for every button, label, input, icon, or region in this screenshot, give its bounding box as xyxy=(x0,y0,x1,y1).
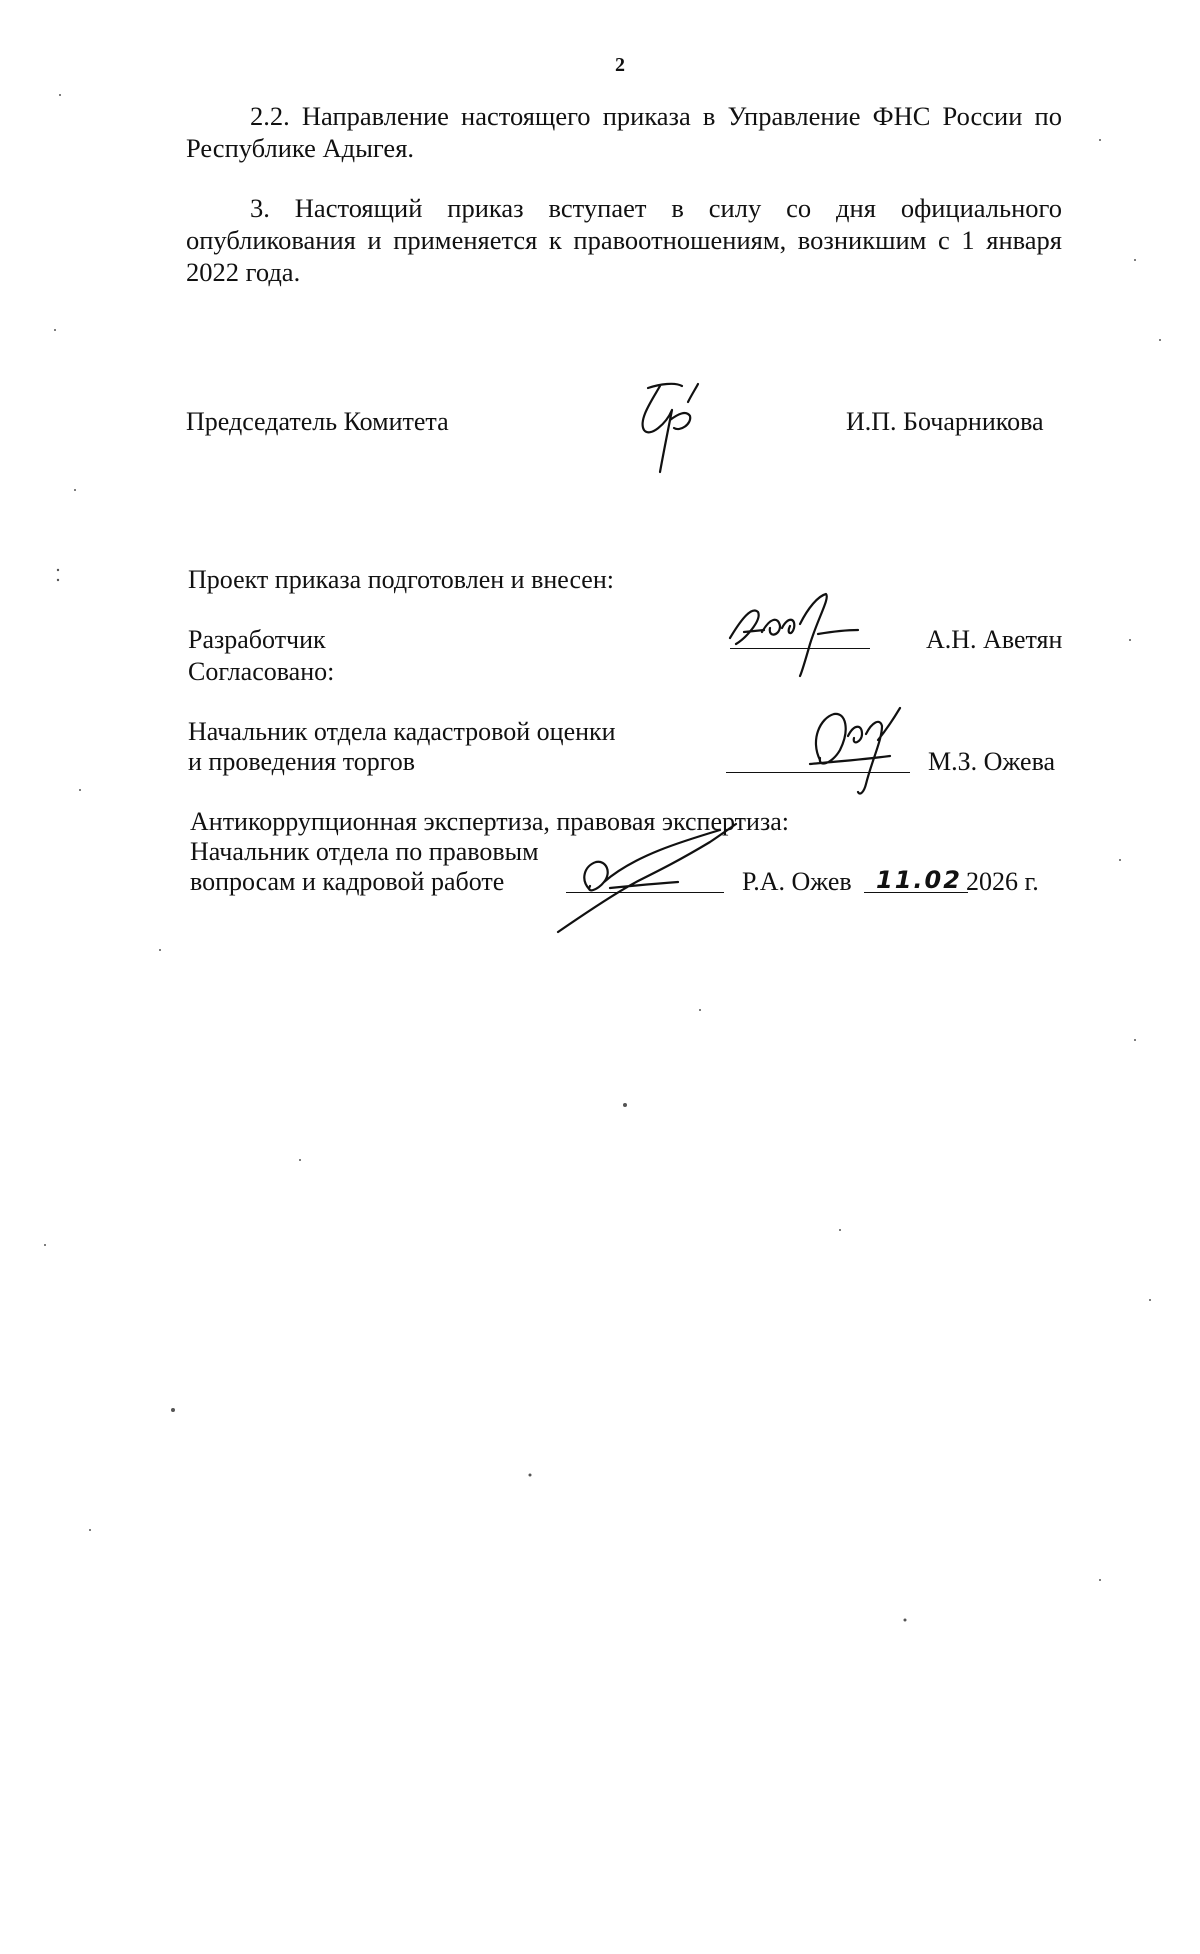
paragraph-2-2 xyxy=(186,100,1062,164)
chairman-name: И.П. Бочарникова xyxy=(846,407,1044,436)
head-cadastral-line2: и проведения торгов xyxy=(188,747,416,776)
paragraph-2-2-text: 2.2. Направление настоящего приказа в Управление ФНС России по Республике Адыгея. xyxy=(186,101,1062,163)
expertise-label: Антикоррупционная экспертиза, правовая экспертиза: xyxy=(190,807,789,836)
project-intro: Проект приказа подготовлен и внесен: xyxy=(188,565,614,594)
head-legal-signature xyxy=(550,820,740,940)
developer-signature xyxy=(722,588,872,678)
date-year: 2026 г. xyxy=(966,867,1039,896)
head-legal-line1: Начальник отдела по правовым xyxy=(190,837,539,866)
paragraph-3 xyxy=(186,192,1062,288)
head-cadastral-name: М.З. Ожева xyxy=(928,747,1056,776)
chairman-signature xyxy=(630,380,710,480)
chairman-title: Председатель Комитета xyxy=(186,407,449,436)
head-legal-name: Р.А. Ожев xyxy=(742,867,852,896)
developer-label: Разработчик xyxy=(188,625,326,654)
page-number: 2 xyxy=(615,54,625,76)
agreed-label: Согласовано: xyxy=(188,657,335,686)
head-legal-line2: вопросам и кадровой работе xyxy=(190,867,505,896)
developer-name: А.Н. Аветян xyxy=(926,625,1063,654)
head-cadastral-signature xyxy=(800,700,910,800)
date-handwritten: 11.02 xyxy=(876,866,962,894)
head-cadastral-line1: Начальник отдела кадастровой оценки xyxy=(188,717,616,746)
paragraph-3-text: 3. Настоящий приказ вступает в силу со дня официального опубликования и применяется к правоотношениям, возникшим с 1 января 2022 года. xyxy=(186,193,1062,287)
